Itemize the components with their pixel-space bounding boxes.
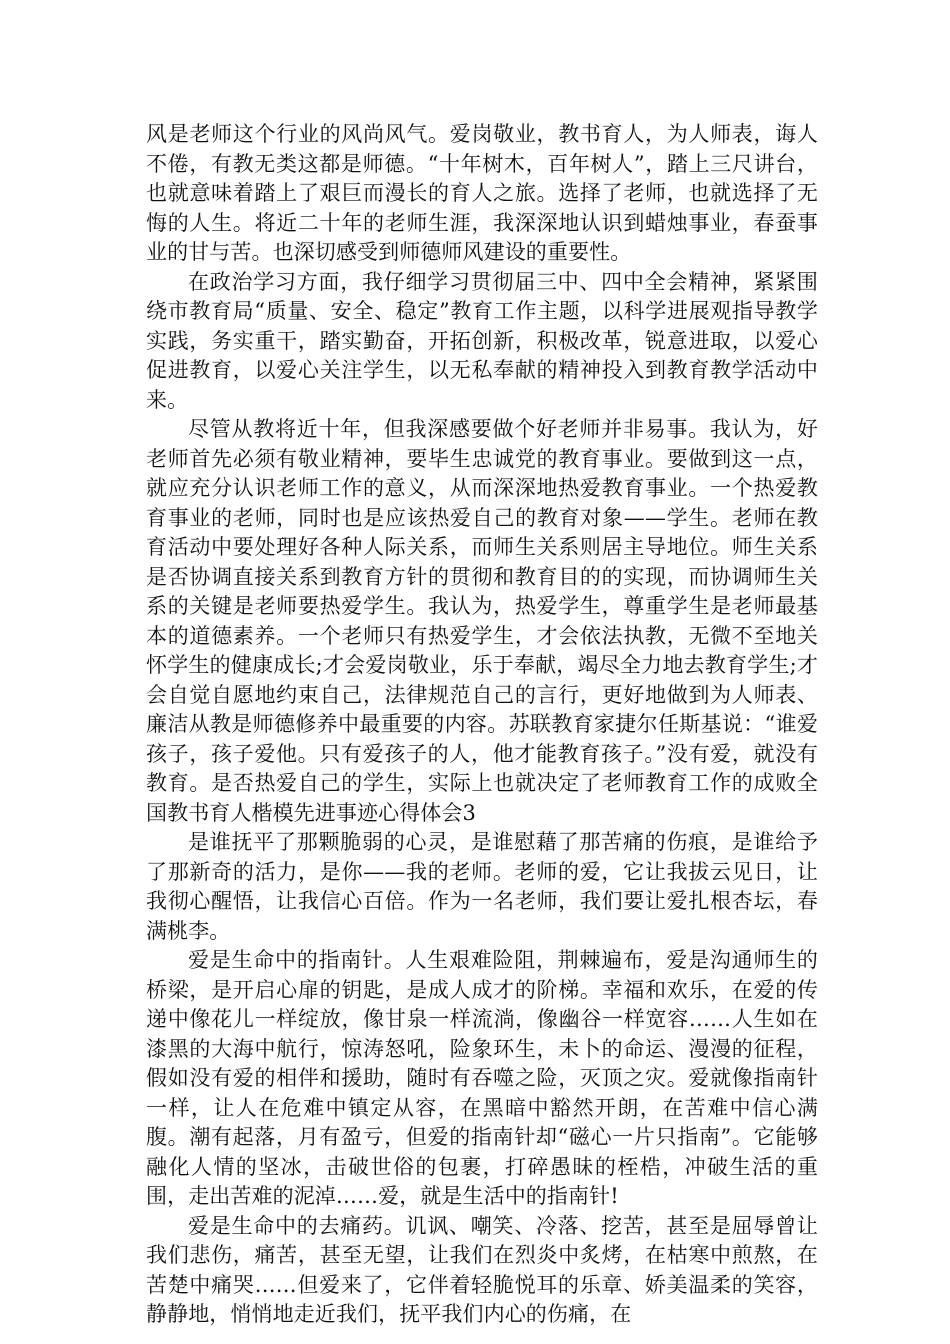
paragraph-love-students: 尽管从教将近十年，但我深感要做个好老师并非易事。我认为，好老师首先必须有敬业精神，要毕生忠诚党的教育事业。要做到这一点，就应充分认识老师工作的意义，从而深深地热爱教育事业。一个热爱教育事业的老师，同时也是应该热爱自己的教育对象——学生。老师在教育活动中要处理好各种人际关系，而师生关系则居主导地位。师生关系是否协调直接关系到教育方针的贯彻和教育目的的实现，而协调师生关系的关键是老师要热爱学生。我认为，热爱学生，尊重学生是老师最基本的道德素养。一个老师只有热爱学生，才会依法执教，无微不至地关怀学生的健康成长;才会爱岗敬业，乐于奉献，竭尽全力地去教育学生;才会自觉自愿地约束自己，法律规范自己的言行，更好地做到为人师表、廉洁从教是师德修养中最重要的内容。苏联教育家捷尔任斯基说：“谁爱孩子，孩子爱他。只有爱孩子的人，他才能教育孩子。”没有爱，就没有教育。是否热爱自己的学生，实际上也就决定了老师教育工作的成败全国教书育人楷模先进事迹心得体会3 <box>146 417 818 825</box>
paragraph-love-painkiller: 爱是生命中的去痛药。讥讽、嘲笑、冷落、挖苦，甚至是屈辱曾让我们悲伤，痛苦，甚至无望，让我们在烈炎中炙烤，在枯寒中煎熬，在苦楚中痛哭……但爱来了，它伴着轻脆悦耳的乐章、娇美温柔的笑容，静静地，悄悄地走近我们，抚平我们内心的伤痛，在 <box>146 1213 818 1326</box>
paragraph-who-soothed: 是谁抚平了那颗脆弱的心灵，是谁慰藉了那苦痛的伤痕，是谁给予了那新奇的活力，是你——我的老师。老师的爱，它让我拔云见日，让我彻心醒悟，让我信心百倍。作为一名老师，我们要让爱扎根杏坛，春满桃李。 <box>146 830 818 943</box>
paragraph-political-study: 在政治学习方面，我仔细学习贯彻届三中、四中全会精神，紧紧围绕市教育局“质量、安全、稳定”教育工作主题，以科学进展观指导教学实践，务实重干，踏实勤奋，开拓创新，积极改革，锐意进取，以爱心促进教育，以爱心关注学生，以无私奉献的精神投入到教育教学活动中来。 <box>146 269 818 412</box>
paragraph-1-continued: 风是老师这个行业的风尚风气。爱岗敬业，教书育人，为人师表，诲人不倦，有教无类这都是师德。“十年树木，百年树人”，踏上三尺讲台，也就意味着踏上了艰巨而漫长的育人之旅。选择了老师，也就选择了无悔的人生。将近二十年的老师生涯，我深深地认识到蜡烛事业，春蚕事业的甘与苦。也深切感受到师德师风建设的重要性。 <box>146 122 818 264</box>
paragraph-love-compass: 爱是生命中的指南针。人生艰难险阻，荆棘遍布，爱是沟通师生的桥梁，是开启心扉的钥匙，是成人成才的阶梯。幸福和欢乐，在爱的传递中像花儿一样绽放，像甘泉一样流淌，像幽谷一样宽容……人生如在漆黑的大海中航行，惊涛怒吼，险象环生，未卜的命运、漫漫的征程，假如没有爱的相伴和援助，随时有吞噬之险，灭顶之灾。爱就像指南针一样，让人在危难中镇定从容，在黑暗中豁然开朗，在苦难中信心满腹。潮有起落，月有盈亏，但爱的指南针却“磁心一片只指南”。它能够融化人情的坚冰，击破世俗的包裹，打碎愚昧的桎梏，冲破生活的重围，走出苦难的泥淖……爱，就是生活中的指南针! <box>146 948 818 1208</box>
document-body <box>146 120 818 1330</box>
